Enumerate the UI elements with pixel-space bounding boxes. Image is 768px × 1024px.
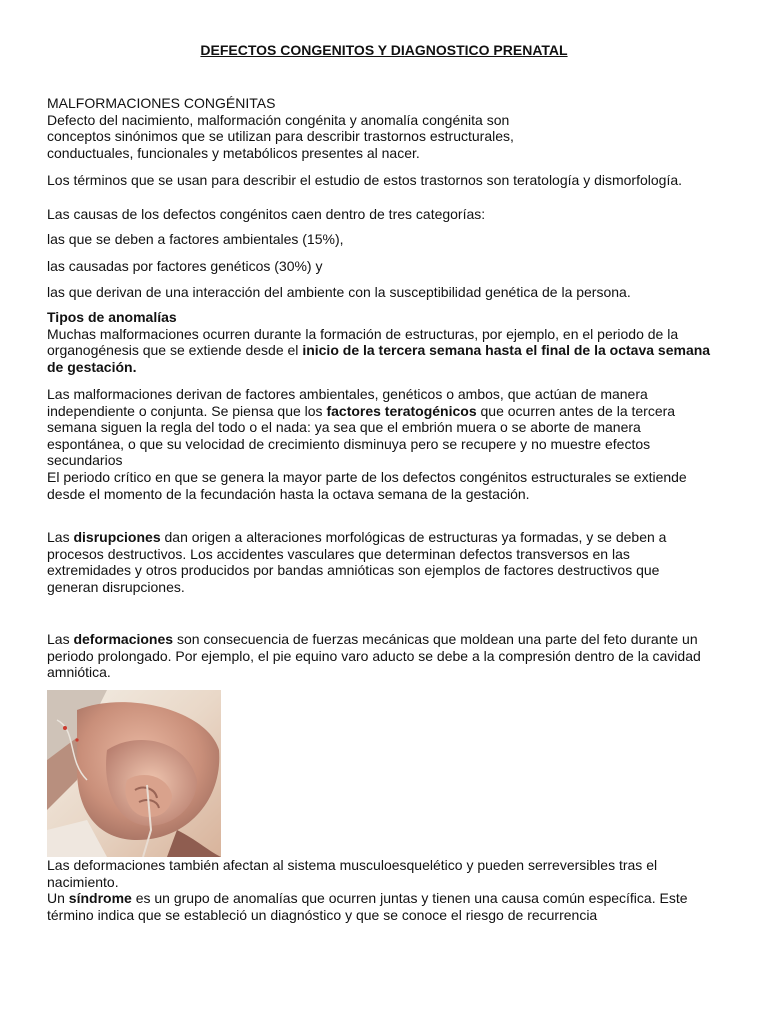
paragraph-line: periodo prolongado. Por ejemplo, el pie equino varo aducto se debe a la compresión dentro de la cavidad bbox=[47, 647, 701, 664]
cause-item: las causadas por factores genéticos (30%) y bbox=[47, 258, 323, 274]
clubfoot-photo bbox=[47, 690, 221, 857]
paragraph-line: organogénesis que se extiende desde el inicio de la tercera semana hasta el final de la octava semana bbox=[47, 342, 711, 359]
paragraph-line: generan disrupciones. bbox=[47, 578, 185, 595]
terms-paragraph: Los términos que se usan para describir el estudio de estos trastornos son teratología y dismorfología. bbox=[47, 172, 683, 188]
disrupciones-paragraph bbox=[47, 529, 727, 595]
paragraph-line: secundarios bbox=[47, 452, 123, 469]
section-heading: Tipos de anomalías bbox=[47, 309, 177, 325]
causes-intro: Las causas de los defectos congénitos caen dentro de tres categorías: bbox=[47, 206, 486, 222]
paragraph-line: procesos destructivos. Los accidentes vasculares que determinan defectos transversos en las bbox=[47, 545, 630, 562]
paragraph-line: independiente o conjunta. Se piensa que los factores teratogénicos que ocurren antes de la tercera bbox=[47, 402, 676, 419]
paragraph-line: semana siguen la regla del todo o el nada: ya sea que el embrión muera o se aborte de manera bbox=[47, 419, 641, 436]
closing-paragraph bbox=[47, 857, 727, 923]
cause-item: las que se deben a factores ambientales (15%), bbox=[47, 231, 344, 247]
paragraph-line: conductuales, funcionales y metabólicos presentes al nacer. bbox=[47, 144, 420, 161]
paragraph-line: Las malformaciones derivan de factores ambientales, genéticos o ambos, que actúan de manera bbox=[47, 386, 648, 402]
tipos-section bbox=[47, 309, 727, 375]
paragraph-line: El periodo crítico en que se genera la mayor parte de los defectos congénitos estructurales se extiende bbox=[47, 468, 687, 485]
deformaciones-paragraph bbox=[47, 631, 727, 681]
cause-item: las que derivan de una interacción del ambiente con la susceptibilidad genética de la persona. bbox=[47, 284, 631, 300]
paragraph-line: Las deformaciones también afectan al sistema musculoesquelético y pueden serreversibles tras el bbox=[47, 857, 658, 873]
paragraph-line: Las disrupciones dan origen a alteraciones morfológicas de estructuras ya formadas, y se deben a bbox=[47, 529, 667, 545]
paragraph-line: espontánea, o que su velocidad de crecimiento disminuya pero se recupere y no muestre efectos bbox=[47, 435, 651, 452]
paragraph-line: Muchas malformaciones ocurren durante la formación de estructuras, por ejemplo, en el periodo de la bbox=[47, 325, 679, 342]
paragraph-line: Defecto del nacimiento, malformación congénita y anomalía congénita son bbox=[47, 111, 510, 128]
malformaciones-section bbox=[47, 95, 727, 161]
paragraph-line: amniótica. bbox=[47, 664, 111, 681]
paragraph-line: nacimiento. bbox=[47, 873, 119, 890]
paragraph-line: término indica que se estableció un diagnóstico y que se conoce el riesgo de recurrencia bbox=[47, 906, 598, 923]
malformaciones-paragraph bbox=[47, 386, 727, 502]
paragraph-line: Las deformaciones son consecuencia de fuerzas mecánicas que moldean una parte del feto durante un bbox=[47, 631, 698, 647]
paragraph-line: extremidades y otros producidos por bandas amnióticas son ejemplos de factores destructivos que bbox=[47, 562, 660, 579]
document-title: DEFECTOS CONGENITOS Y DIAGNOSTICO PRENATAL bbox=[200, 42, 568, 58]
paragraph-line: conceptos sinónimos que se utilizan para describir trastornos estructurales, bbox=[47, 128, 514, 145]
paragraph-line: Un síndrome es un grupo de anomalías que ocurren juntas y tienen una causa común específica. Este bbox=[47, 890, 688, 907]
section-heading: MALFORMACIONES CONGÉNITAS bbox=[47, 95, 276, 111]
paragraph-line: de gestación. bbox=[47, 358, 137, 375]
paragraph-line: desde el momento de la fecundación hasta la octava semana de la gestación. bbox=[47, 485, 530, 502]
